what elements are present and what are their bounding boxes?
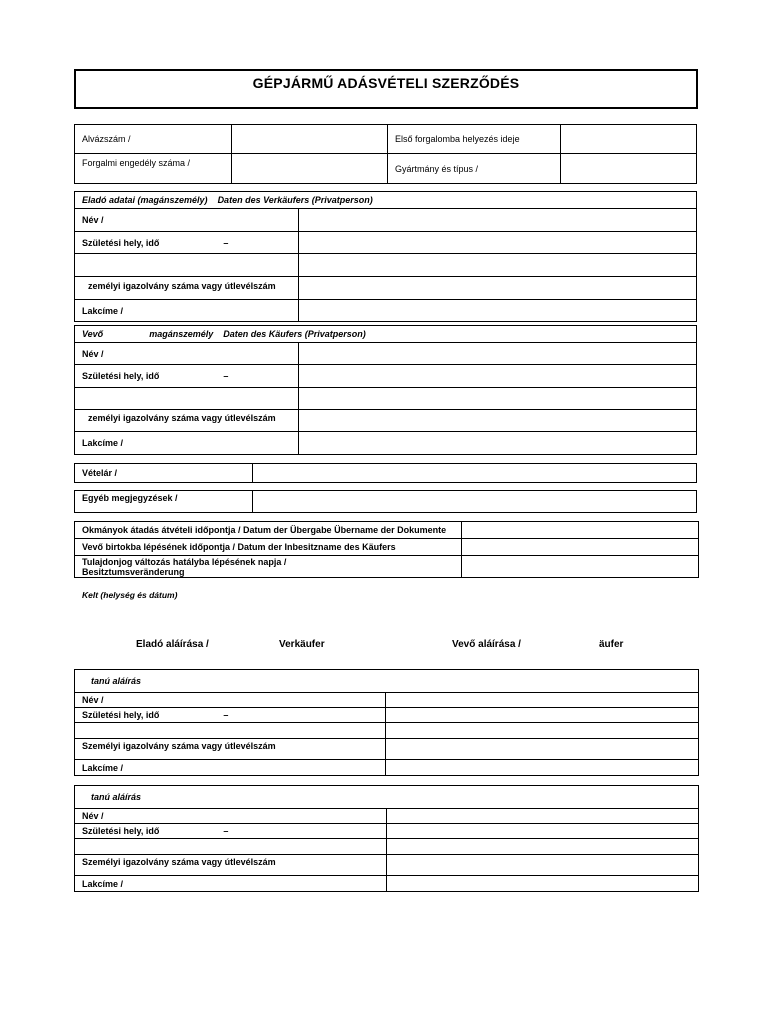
ownership-change-label: Tulajdonjog változás hatályba lépésének napja / Besitztumsveränderung xyxy=(75,556,462,578)
notes-table xyxy=(74,490,697,513)
buyer-signature-de: äufer xyxy=(599,639,624,650)
chassis-field[interactable] xyxy=(232,125,388,154)
buyer-header-de: Daten des Käufers (Privatperson) xyxy=(223,329,366,339)
witness1-id-field[interactable] xyxy=(386,739,699,760)
docs-handover-field[interactable] xyxy=(462,522,699,539)
witness2-extra-field[interactable] xyxy=(387,839,699,855)
seller-id-field[interactable] xyxy=(299,277,697,300)
seller-extra-cell xyxy=(75,254,299,277)
dates-table xyxy=(74,521,699,578)
witness2-name-label: Név / xyxy=(75,809,387,824)
witness1-birth-field[interactable] xyxy=(386,708,699,723)
seller-extra-field[interactable] xyxy=(299,254,697,277)
witness2-birth-field[interactable] xyxy=(387,824,699,839)
buyer-signature-label: Vevő aláírása / xyxy=(452,639,521,650)
buyer-name-field[interactable] xyxy=(299,343,697,365)
chassis-label: Alvázszám / xyxy=(75,125,232,154)
seller-id-label: zemélyi igazolvány száma vagy útlevélszám xyxy=(75,277,299,300)
witness2-extra-cell xyxy=(75,839,387,855)
price-table xyxy=(74,463,697,483)
witness2-address-field[interactable] xyxy=(387,876,699,892)
witness2-id-field[interactable] xyxy=(387,855,699,876)
witness1-extra-cell xyxy=(75,723,386,739)
first-registration-label: Első forgalomba helyezés ideje xyxy=(388,125,561,154)
witness2-address-label: Lakcíme / xyxy=(75,876,387,892)
seller-header-de: Daten des Verkäufers (Privatperson) xyxy=(217,195,373,205)
place-date-label: Kelt (helység és dátum) xyxy=(82,590,178,600)
seller-address-field[interactable] xyxy=(299,300,697,322)
buyer-address-label: Lakcíme / xyxy=(75,432,299,455)
make-type-field[interactable] xyxy=(561,154,697,184)
buyer-header-hu-2: magánszemély xyxy=(149,329,214,339)
seller-birth-label: Születési hely, idő – xyxy=(75,232,299,254)
seller-birth-field[interactable] xyxy=(299,232,697,254)
seller-signature-label: Eladó aláírása / xyxy=(136,639,209,650)
buyer-extra-cell xyxy=(75,388,299,410)
buyer-header xyxy=(75,326,697,343)
buyer-table xyxy=(74,325,697,455)
witness1-address-label: Lakcíme / xyxy=(75,760,386,776)
witness1-name-label: Név / xyxy=(75,693,386,708)
buyer-address-field[interactable] xyxy=(299,432,697,455)
seller-header xyxy=(75,192,697,209)
possession-label: Vevő birtokba lépésének időpontja / Datum der Inbesitzname des Käufers xyxy=(75,539,462,556)
seller-header-hu: Eladó adatai (magánszemély) xyxy=(82,195,208,205)
price-label: Vételár / xyxy=(75,464,253,483)
witness2-table xyxy=(74,785,699,892)
witness1-address-field[interactable] xyxy=(386,760,699,776)
docs-handover-label: Okmányok átadás átvételi időpontja / Datum der Übergabe Übername der Dokumente xyxy=(75,522,462,539)
vehicle-table xyxy=(74,124,697,184)
buyer-header-hu-1: Vevő xyxy=(82,329,104,339)
witness2-id-label: Személyi igazolvány száma vagy útlevélszám xyxy=(75,855,387,876)
title-box xyxy=(74,69,698,109)
ownership-change-field[interactable] xyxy=(462,556,699,578)
registration-doc-field[interactable] xyxy=(232,154,388,184)
price-field[interactable] xyxy=(253,464,697,483)
buyer-name-label: Név / xyxy=(75,343,299,365)
seller-name-label: Név / xyxy=(75,209,299,232)
first-registration-field[interactable] xyxy=(561,125,697,154)
witness2-header: tanú aláírás xyxy=(75,786,699,809)
witness1-header: tanú aláírás xyxy=(75,670,699,693)
possession-field[interactable] xyxy=(462,539,699,556)
buyer-birth-field[interactable] xyxy=(299,365,697,388)
witness1-table xyxy=(74,669,699,776)
witness2-birth-label: Születési hely, idő – xyxy=(75,824,387,839)
buyer-id-field[interactable] xyxy=(299,410,697,432)
witness2-name-field[interactable] xyxy=(387,809,699,824)
witness1-name-field[interactable] xyxy=(386,693,699,708)
seller-signature-de: Verkäufer xyxy=(279,639,325,650)
notes-field[interactable] xyxy=(253,491,697,513)
registration-doc-label: Forgalmi engedély száma / xyxy=(75,154,232,184)
seller-name-field[interactable] xyxy=(299,209,697,232)
witness1-id-label: Személyi igazolvány száma vagy útlevélszám xyxy=(75,739,386,760)
make-type-label: Gyártmány és típus / xyxy=(388,154,561,184)
buyer-birth-label: Születési hely, idő – xyxy=(75,365,299,388)
witness1-birth-label: Születési hely, idő – xyxy=(75,708,386,723)
buyer-extra-field[interactable] xyxy=(299,388,697,410)
notes-label: Egyéb megjegyzések / xyxy=(75,491,253,513)
buyer-id-label: zemélyi igazolvány száma vagy útlevélszám xyxy=(75,410,299,432)
seller-table xyxy=(74,191,697,322)
document-title: GÉPJÁRMŰ ADÁSVÉTELI SZERZŐDÉS xyxy=(252,75,520,91)
seller-address-label: Lakcíme / xyxy=(75,300,299,322)
witness1-extra-field[interactable] xyxy=(386,723,699,739)
